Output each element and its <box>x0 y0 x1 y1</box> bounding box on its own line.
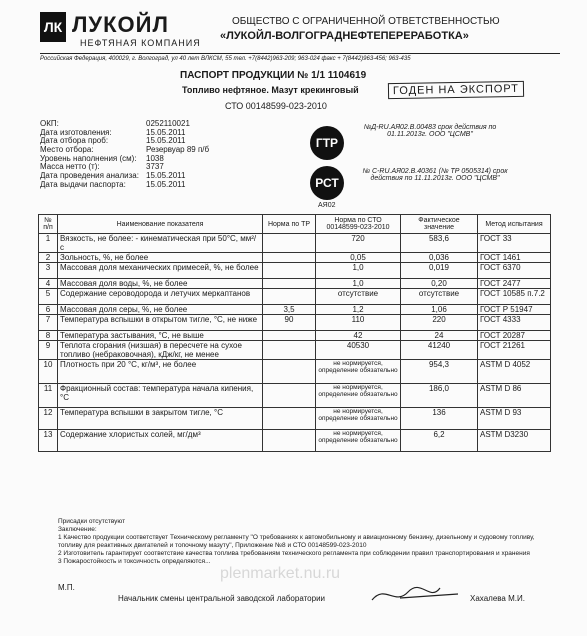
meta-value: 15.05.2011 <box>146 171 186 181</box>
meta-key: ОКП: <box>40 119 59 128</box>
brand-subtitle: НЕФТЯНАЯ КОМПАНИЯ <box>80 38 201 48</box>
fact-value: 41240 <box>401 341 478 360</box>
table-row <box>39 360 551 384</box>
table-row <box>39 430 551 452</box>
export-stamp: ГОДЕН НА ЭКСПОРТ <box>388 81 524 99</box>
param-name: Содержание сероводорода и летучих меркаптанов <box>58 289 263 305</box>
meta-value: 0252110021 <box>146 119 190 128</box>
additive-note: Присадки отсутствуют <box>58 518 126 525</box>
tr-norm <box>263 331 316 341</box>
tr-norm <box>263 253 316 263</box>
tr-norm <box>263 234 316 253</box>
meta-row <box>40 181 266 190</box>
meta-key: Масса нетто (т): <box>40 162 100 172</box>
sto-norm: 110 <box>316 315 401 331</box>
stamp-place-label: М.П. <box>58 583 75 592</box>
table-row <box>39 234 551 253</box>
test-method: ГОСТ 6370 <box>478 263 551 279</box>
param-name: Содержание хлористых солей, мг/дм³ <box>58 430 263 452</box>
fact-value: 0,019 <box>401 263 478 279</box>
brand-name: ЛУКОЙЛ <box>72 12 169 37</box>
param-name: Вязкость, не более: - кинематическая при 50°С, мм²/с <box>58 234 263 253</box>
meta-value: 15.05.2011 <box>146 136 186 146</box>
meta-value: 1038 <box>146 153 164 163</box>
col-number-header: № п/п <box>39 215 58 234</box>
sto-norm: не нормируется, определение обязательно <box>316 360 401 384</box>
test-method: ASTM D 86 <box>478 384 551 408</box>
product-meta <box>40 120 266 190</box>
sto-norm: 720 <box>316 234 401 253</box>
conclusion-label: Заключение: <box>58 526 97 533</box>
signature-icon <box>370 582 460 608</box>
param-name: Фракционный состав: температура начала кипения, °С <box>58 384 263 408</box>
sto-norm: не нормируется, определение обязательно <box>316 384 401 408</box>
param-name: Теплота сгорания (низшая) в пересчете на сухое топливо (небраковочная), кДж/кг, не менее <box>58 341 263 360</box>
rst-mark-icon: РСТ <box>310 166 344 200</box>
conclusion-item: 3 Пожаростойкость и токсичность определяются... <box>58 558 211 565</box>
fact-value: 1,06 <box>401 305 478 315</box>
signer-name: Хахалева М.И. <box>470 594 525 603</box>
row-number: 11 <box>39 384 58 408</box>
fact-value: 954,3 <box>401 360 478 384</box>
fact-value: 220 <box>401 315 478 331</box>
table-row <box>39 384 551 408</box>
tr-norm <box>263 408 316 430</box>
meta-key: Дата выдачи паспорта: <box>40 179 126 189</box>
org-type: ОБЩЕСТВО С ОГРАНИЧЕННОЙ ОТВЕТСТВЕННОСТЬЮ <box>232 16 500 27</box>
param-name: Температура вспышки в открытом тигле, °С, не ниже <box>58 315 263 331</box>
row-number: 9 <box>39 341 58 360</box>
sto-norm: отсутствие <box>316 289 401 305</box>
table-row <box>39 331 551 341</box>
tr-norm <box>263 430 316 452</box>
fact-value: 583,6 <box>401 234 478 253</box>
conclusion-item: 2 Изготовитель гарантирует соответствие качества топлива требованиям технического регламента при соблюдении правил транспортирования и хранения <box>58 550 530 557</box>
org-name: «ЛУКОЙЛ-ВОЛГОГРАДНЕФТЕПЕРЕРАБОТКА» <box>220 30 469 42</box>
table-header-row <box>39 215 551 234</box>
table-row <box>39 253 551 263</box>
sto-norm: 1,0 <box>316 263 401 279</box>
row-number: 6 <box>39 305 58 315</box>
row-number: 8 <box>39 331 58 341</box>
param-name: Температура застывания, °С, не выше <box>58 331 263 341</box>
col-name-header: Наименование показателя <box>58 215 263 234</box>
fact-value: отсутствие <box>401 289 478 305</box>
test-method: ASTM D 4052 <box>478 360 551 384</box>
row-number: 4 <box>39 279 58 289</box>
sto-norm: 40530 <box>316 341 401 360</box>
sto-norm: не нормируется, определение обязательно <box>316 430 401 452</box>
rst-mark-code: АЯ02 <box>318 202 336 209</box>
meta-key: Место отбора: <box>40 145 94 155</box>
row-number: 1 <box>39 234 58 253</box>
row-number: 12 <box>39 408 58 430</box>
watermark: plenmarket.nu.ru <box>220 565 341 582</box>
test-method: ASTM D 93 <box>478 408 551 430</box>
param-name: Плотность при 20 °С, кг/м³, не более <box>58 360 263 384</box>
test-method: ГОСТ 10585 п.7.2 <box>478 289 551 305</box>
meta-value: 3737 <box>146 162 164 172</box>
table-row <box>39 279 551 289</box>
table-row <box>39 341 551 360</box>
fact-value: 0,036 <box>401 253 478 263</box>
tr-norm: 3,5 <box>263 305 316 315</box>
param-name: Массовая доля воды, %, не более <box>58 279 263 289</box>
test-method: ГОСТ 20287 <box>478 331 551 341</box>
row-number: 10 <box>39 360 58 384</box>
row-number: 3 <box>39 263 58 279</box>
row-number: 2 <box>39 253 58 263</box>
meta-value: 15.05.2011 <box>146 127 186 137</box>
param-name: Массовая доля серы, %, не более <box>58 305 263 315</box>
fact-value: 186,0 <box>401 384 478 408</box>
param-name: Температура вспышки в закрытом тигле, °С <box>58 408 263 430</box>
passport-title: ПАСПОРТ ПРОДУКЦИИ № 1/1 1104619 <box>180 70 367 81</box>
test-method: ГОСТ 21261 <box>478 341 551 360</box>
tr-norm <box>263 263 316 279</box>
fact-value: 24 <box>401 331 478 341</box>
tr-norm <box>263 384 316 408</box>
meta-key: Дата изготовления: <box>40 127 112 137</box>
tr-norm <box>263 289 316 305</box>
signer-position: Начальник смены центральной заводской лаборатории <box>118 594 325 603</box>
sto-norm: 0,05 <box>316 253 401 263</box>
table-row <box>39 305 551 315</box>
tr-norm <box>263 279 316 289</box>
notes-block <box>58 518 538 566</box>
test-method: ГОСТ 1461 <box>478 253 551 263</box>
lukoil-logo-icon: ЛК <box>40 12 66 42</box>
test-method: ГОСТ Р 51947 <box>478 305 551 315</box>
certificate-1: №Д-RU.АЯ02.В.00483 срок действия по 01.11.2013г. ООО "ЦСМВ" <box>363 124 497 138</box>
meta-value: Резервуар 89 п/б <box>146 145 210 155</box>
test-method: ГОСТ 33 <box>478 234 551 253</box>
col-fact-header: Фактическое значение <box>401 215 478 234</box>
meta-key: Уровень наполнения (см): <box>40 153 137 163</box>
parameters-table <box>38 214 551 452</box>
certificate-2: № С-RU.АЯ02.В.40361 (№ ТР 0505314) срок действия по 11.11.2013г. ООО "ЦСМВ" <box>362 168 508 182</box>
table-row <box>39 263 551 279</box>
sto-norm: 1,0 <box>316 279 401 289</box>
col-method-header: Метод испытания <box>478 215 551 234</box>
fact-value: 136 <box>401 408 478 430</box>
table-row <box>39 315 551 331</box>
col-tr-header: Норма по ТР <box>263 215 316 234</box>
param-name: Массовая доля механических примесей, %, не более <box>58 263 263 279</box>
test-method: ГОСТ 2477 <box>478 279 551 289</box>
org-address: Российская Федерация, 400029, г. Волгоград, ул 40 лет ВЛКСМ, 55 тел. +7(8442)963-209; 963-024 факс + 7(8442)963-456; 963-435 <box>40 53 560 62</box>
test-method: ГОСТ 4333 <box>478 315 551 331</box>
conclusion-item: 1 Качество продукции соответствует Техническому регламенту "О требованиях к автомобильному и авиационному бензину, дизельному и судовому топливу, топливу для реактивных двигателей и топочному мазуту", Приложение №8 и СТО 00148599-023-2010 <box>58 534 535 549</box>
tr-norm <box>263 360 316 384</box>
table-row <box>39 289 551 305</box>
table-row <box>39 408 551 430</box>
gost-tr-mark-icon: ГТР <box>310 126 344 160</box>
meta-key: Дата проведения анализа: <box>40 171 139 181</box>
row-number: 13 <box>39 430 58 452</box>
tr-norm: 90 <box>263 315 316 331</box>
meta-value: 15.05.2011 <box>146 179 186 189</box>
tr-norm <box>263 341 316 360</box>
fact-value: 0,20 <box>401 279 478 289</box>
param-name: Зольность, %, не более <box>58 253 263 263</box>
sto-norm: 42 <box>316 331 401 341</box>
sto-norm: не нормируется, определение обязательно <box>316 408 401 430</box>
product-name: Топливо нефтяное. Мазут крекинговый <box>182 85 359 95</box>
standard-number: СТО 00148599-023-2010 <box>225 101 327 111</box>
row-number: 7 <box>39 315 58 331</box>
sto-norm: 1,2 <box>316 305 401 315</box>
test-method: ASTM D3230 <box>478 430 551 452</box>
row-number: 5 <box>39 289 58 305</box>
fact-value: 6,2 <box>401 430 478 452</box>
col-norm-header: Норма по СТО 00148599-023-2010 <box>316 215 401 234</box>
meta-key: Дата отбора проб: <box>40 136 109 146</box>
